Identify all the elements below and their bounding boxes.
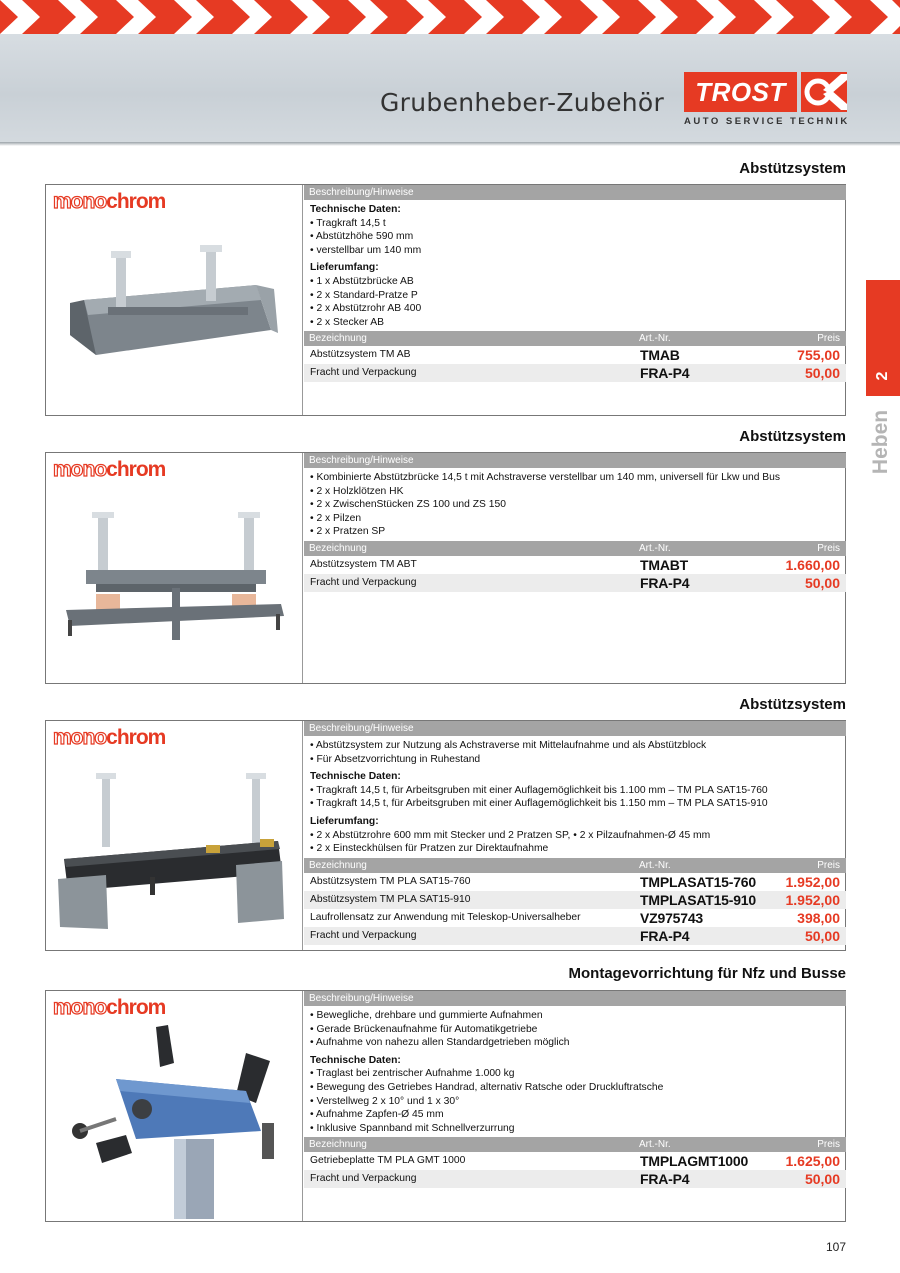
brand-logo <box>53 192 165 212</box>
brand-part-2: chrom <box>106 190 166 213</box>
chapter-tab-label: Heben <box>869 409 892 475</box>
desc-line: • 2 x Abstützrohr AB 400 <box>310 303 422 315</box>
desc-line: • 2 x Standard-Pratze P <box>310 289 418 301</box>
desc-line: • Aufnahme von nahezu allen Standardgetrieben möglich <box>310 1037 570 1049</box>
item-article: TMPLASAT15-760 <box>640 873 756 890</box>
col-price-header: Preis <box>817 1139 840 1151</box>
table-row <box>304 927 846 945</box>
item-article: TMPLASAT15-910 <box>640 891 756 908</box>
desc-line: • Tragkraft 14,5 t <box>310 217 386 229</box>
desc-line: • Für Absetzvorrichtung in Ruhestand <box>310 753 481 765</box>
table-row <box>304 556 846 574</box>
description-block <box>304 1006 846 1137</box>
table-row <box>304 346 846 364</box>
col-price-header: Preis <box>817 859 840 871</box>
product-box <box>45 452 846 684</box>
description-header: Beschreibung/Hinweise <box>304 721 846 736</box>
page-title: Grubenheber-Zubehör <box>380 88 665 117</box>
abstuetzsystem-pla-sat15-image <box>56 769 296 929</box>
brand-part-2: chrom <box>106 726 166 749</box>
product-box <box>45 720 846 951</box>
item-price: 1.660,00 <box>785 556 840 573</box>
desc-line: • Traglast bei zentrischer Aufnahme 1.000 kg <box>310 1068 515 1080</box>
product-image-column <box>46 991 303 1221</box>
item-price: 755,00 <box>797 347 840 364</box>
description-header: Beschreibung/Hinweise <box>304 991 846 1006</box>
product-image-column <box>46 185 303 415</box>
product-box <box>45 184 846 416</box>
item-article: FRA-P4 <box>640 927 690 944</box>
desc-line: • Tragkraft 14,5 t, für Arbeitsgruben mit einer Auflagemöglichkeit bis 1.150 mm – TM PLA SAT15-910 <box>310 798 768 810</box>
brand-logo <box>53 998 165 1018</box>
desc-heading: Lieferumfang: <box>310 262 379 274</box>
item-name: Getriebeplatte TM PLA GMT 1000 <box>310 1155 466 1167</box>
item-price: 50,00 <box>804 927 840 944</box>
brand-part-1: mono <box>53 996 107 1019</box>
product-info <box>304 721 846 945</box>
desc-line: • Tragkraft 14,5 t, für Arbeitsgruben mit einer Auflagemöglichkeit bis 1.100 mm – TM PLA SAT15-760 <box>310 784 768 796</box>
desc-line: • 2 x ZwischenStücken ZS 100 und ZS 150 <box>310 499 506 511</box>
item-price: 50,00 <box>804 1171 840 1188</box>
item-article: FRA-P4 <box>640 574 690 591</box>
item-name: Fracht und Verpackung <box>310 576 417 588</box>
item-article: FRA-P4 <box>640 1171 690 1188</box>
section-title: Abstützsystem <box>739 160 846 177</box>
item-article: FRA-P4 <box>640 365 690 382</box>
product-info <box>304 991 846 1188</box>
item-price: 1.952,00 <box>785 891 840 908</box>
section-title: Abstützsystem <box>739 696 846 713</box>
brand-part-2: chrom <box>106 996 166 1019</box>
col-price-header: Preis <box>817 542 840 554</box>
trost-logo <box>684 72 848 130</box>
desc-line: • 2 x Pilzen <box>310 512 362 524</box>
price-table-header <box>304 1137 846 1152</box>
item-name: Abstützsystem TM ABT <box>310 558 417 570</box>
desc-line: • Aufnahme Zapfen-Ø 45 mm <box>310 1109 444 1121</box>
description-header: Beschreibung/Hinweise <box>304 185 846 200</box>
item-price: 50,00 <box>804 574 840 591</box>
abstuetzsystem-abt-image <box>56 508 296 643</box>
col-name-header: Bezeichnung <box>309 859 367 871</box>
brand-logo <box>53 728 165 748</box>
desc-line: • 2 x Einsteckhülsen für Pratzen zur Direktaufnahme <box>310 843 549 855</box>
desc-line: • Verstellweg 2 x 10° und 1 x 30° <box>310 1095 460 1107</box>
logo-subtitle: AUTO SERVICE TECHNIK <box>684 116 850 127</box>
table-row <box>304 364 846 382</box>
section-title: Montagevorrichtung für Nfz und Busse <box>568 965 846 982</box>
header-divider <box>0 142 900 146</box>
table-row <box>304 1152 846 1170</box>
product-box <box>45 990 846 1222</box>
table-row <box>304 891 846 909</box>
col-name-header: Bezeichnung <box>309 1139 367 1151</box>
item-article: TMABT <box>640 556 688 573</box>
col-name-header: Bezeichnung <box>309 542 367 554</box>
item-article: TMPLAGMT1000 <box>640 1153 749 1170</box>
description-block <box>304 468 846 541</box>
chapter-tab-number: 2 <box>874 371 891 381</box>
desc-heading: Lieferumfang: <box>310 815 379 827</box>
price-table-header <box>304 331 846 346</box>
description-block <box>304 736 846 858</box>
desc-line: • Kombinierte Abstützbrücke 14,5 t mit Achstraverse verstellbar um 140 mm, universell für Lkw und Bus <box>310 472 781 483</box>
product-info <box>304 185 846 382</box>
price-table-header <box>304 858 846 873</box>
page-number: 107 <box>825 1240 846 1254</box>
desc-line: • 2 x Stecker AB <box>310 316 384 328</box>
brand-part-1: mono <box>53 726 107 749</box>
product-image-column <box>46 721 303 950</box>
item-name: Laufrollensatz zur Anwendung mit Teleskop-Universalheber <box>310 911 581 923</box>
abstuetzbruecke-ab-image <box>56 245 286 355</box>
desc-line: • verstellbar um 140 mm <box>310 244 422 256</box>
item-name: Abstützsystem TM PLA SAT15-910 <box>310 893 471 905</box>
brand-part-1: mono <box>53 190 107 213</box>
desc-line: • Bewegliche, drehbare und gummierte Aufnahmen <box>310 1010 543 1021</box>
product-image-column <box>46 453 303 683</box>
section-title: Abstützsystem <box>739 428 846 445</box>
logo-k-mark-icon <box>801 72 847 112</box>
item-name: Fracht und Verpackung <box>310 367 417 379</box>
brand-part-2: chrom <box>106 458 166 481</box>
desc-line: • 2 x Holzklötzen HK <box>310 485 404 497</box>
brand-part-1: mono <box>53 458 107 481</box>
item-name: Fracht und Verpackung <box>310 929 417 941</box>
brand-logo <box>53 460 165 480</box>
item-name: Abstützsystem TM AB <box>310 349 411 361</box>
col-article-header: Art.-Nr. <box>639 1139 671 1151</box>
desc-line: • Bewegung des Getriebes Handrad, alternativ Ratsche oder Druckluftratsche <box>310 1081 664 1093</box>
col-article-header: Art.-Nr. <box>639 859 671 871</box>
col-article-header: Art.-Nr. <box>639 542 671 554</box>
header-chevron-band <box>0 0 900 34</box>
item-price: 1.625,00 <box>785 1153 840 1170</box>
table-row <box>304 873 846 891</box>
col-article-header: Art.-Nr. <box>639 333 671 345</box>
desc-line: • 2 x Pratzen SP <box>310 526 386 538</box>
desc-line: • 1 x Abstützbrücke AB <box>310 275 414 287</box>
item-price: 50,00 <box>804 365 840 382</box>
table-row <box>304 1170 846 1188</box>
description-block <box>304 200 846 331</box>
item-article: VZ975743 <box>640 909 704 926</box>
desc-line: • Abstützhöhe 590 mm <box>310 231 414 243</box>
desc-line: • Abstützsystem zur Nutzung als Achstraverse mit Mittelaufnahme und als Abstützblock <box>310 740 707 751</box>
item-article: TMAB <box>640 347 680 364</box>
col-name-header: Bezeichnung <box>309 333 367 345</box>
table-row <box>304 909 846 927</box>
description-header: Beschreibung/Hinweise <box>304 453 846 468</box>
getriebeplatte-gmt1000-image <box>56 1023 296 1219</box>
desc-line: • 2 x Abstützrohre 600 mm mit Stecker und 2 Pratzen SP, • 2 x Pilzaufnahmen-Ø 45 mm <box>310 829 711 841</box>
table-row <box>304 574 846 592</box>
item-name: Fracht und Verpackung <box>310 1173 417 1185</box>
desc-line: • Gerade Brückenaufnahme für Automatikgetriebe <box>310 1023 538 1035</box>
col-price-header: Preis <box>817 333 840 345</box>
desc-heading: Technische Daten: <box>310 1054 401 1066</box>
item-price: 1.952,00 <box>785 873 840 890</box>
price-table-header <box>304 541 846 556</box>
item-price: 398,00 <box>797 909 840 926</box>
item-name: Abstützsystem TM PLA SAT15-760 <box>310 875 471 887</box>
logo-text: TROST <box>684 72 797 112</box>
product-info <box>304 453 846 592</box>
desc-heading: Technische Daten: <box>310 204 401 215</box>
desc-line: • Inklusive Spannband mit Schnellverzurrung <box>310 1122 515 1134</box>
desc-heading: Technische Daten: <box>310 771 401 783</box>
